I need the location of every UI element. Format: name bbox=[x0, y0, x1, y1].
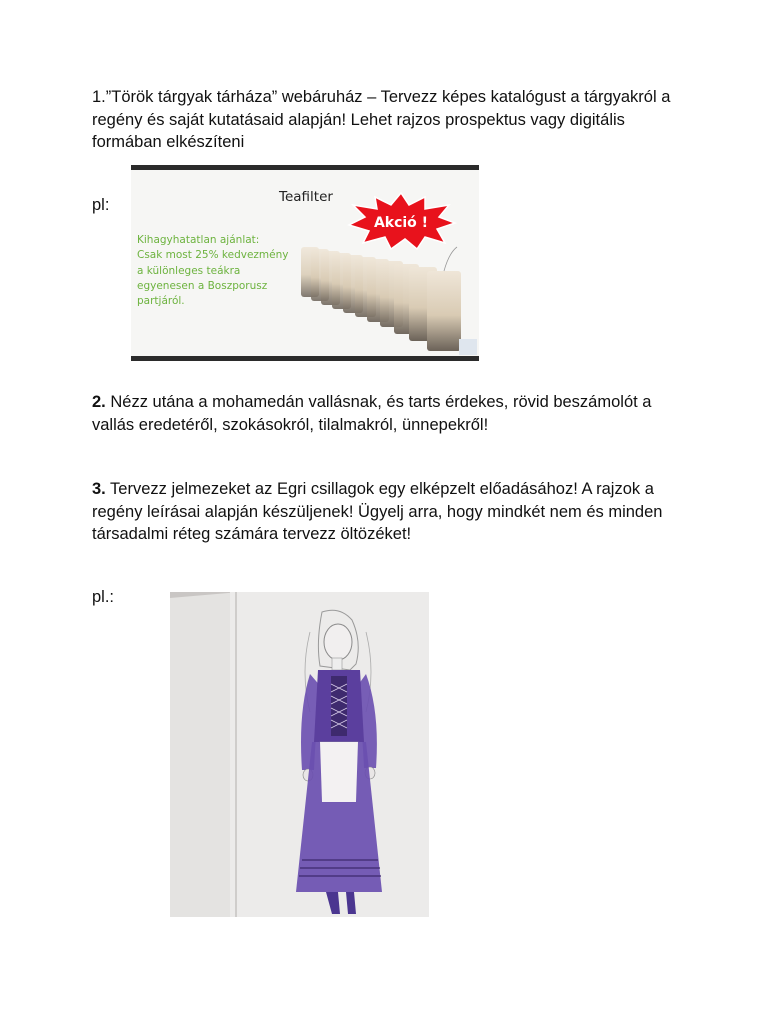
sale-badge-icon bbox=[345, 191, 457, 251]
offer-line: egyenesen a Boszporusz bbox=[137, 279, 268, 292]
ad-top-border bbox=[131, 165, 479, 170]
tea-bags-illustration bbox=[299, 243, 479, 358]
task-3-number: 3. bbox=[92, 480, 106, 498]
offer-line: Kihagyhatatlan ajánlat: bbox=[137, 234, 260, 246]
task-3-line: Tervezz jelmezeket az Egri csillagok egy elképzelt előadásához! A rajzok a bbox=[105, 480, 654, 498]
costume-drawing-illustration bbox=[170, 592, 429, 917]
task-1-line: formában elkészíteni bbox=[92, 133, 245, 151]
offer-line: a különleges teákra bbox=[137, 264, 241, 277]
task-2-text bbox=[92, 391, 692, 436]
ad-offer-text bbox=[137, 233, 307, 309]
task-3-line: társadalmi réteg számára tervezz öltözéket! bbox=[92, 525, 412, 543]
task-1-line: 1.”Török tárgyak tárháza” webáruház – Tervezz képes katalógust a tárgyakról a bbox=[92, 88, 671, 106]
costume-drawing-photo bbox=[170, 592, 429, 917]
example-label-1: pl: bbox=[92, 196, 110, 214]
task-2-line: Nézz utána a mohamedán vallásnak, és tarts érdekes, rövid beszámolót a bbox=[105, 393, 652, 411]
task-1-text bbox=[92, 86, 692, 154]
example-label-2: pl.: bbox=[92, 588, 115, 606]
task-3-line: regény leírásai alapján készüljenek! Ügyelj arra, hogy mindkét nem és minden bbox=[92, 502, 663, 521]
task-2-line: vallás eredetéről, szokásokról, tilalmakról, ünnepekről! bbox=[92, 415, 489, 434]
task-3-text bbox=[92, 478, 692, 546]
offer-line: Csak most 25% kedvezmény bbox=[137, 249, 289, 262]
task-2-number: 2. bbox=[92, 393, 106, 411]
offer-line: partjáról. bbox=[137, 295, 185, 308]
small-logo-icon bbox=[459, 339, 477, 355]
task-1-line: regény és saját kutatásaid alapján! Lehet rajzos prospektus vagy digitális bbox=[92, 110, 625, 129]
tea-ad-image bbox=[131, 165, 479, 361]
ad-title: Teafilter bbox=[279, 189, 333, 205]
sale-badge-text: Akció ! bbox=[373, 215, 429, 231]
